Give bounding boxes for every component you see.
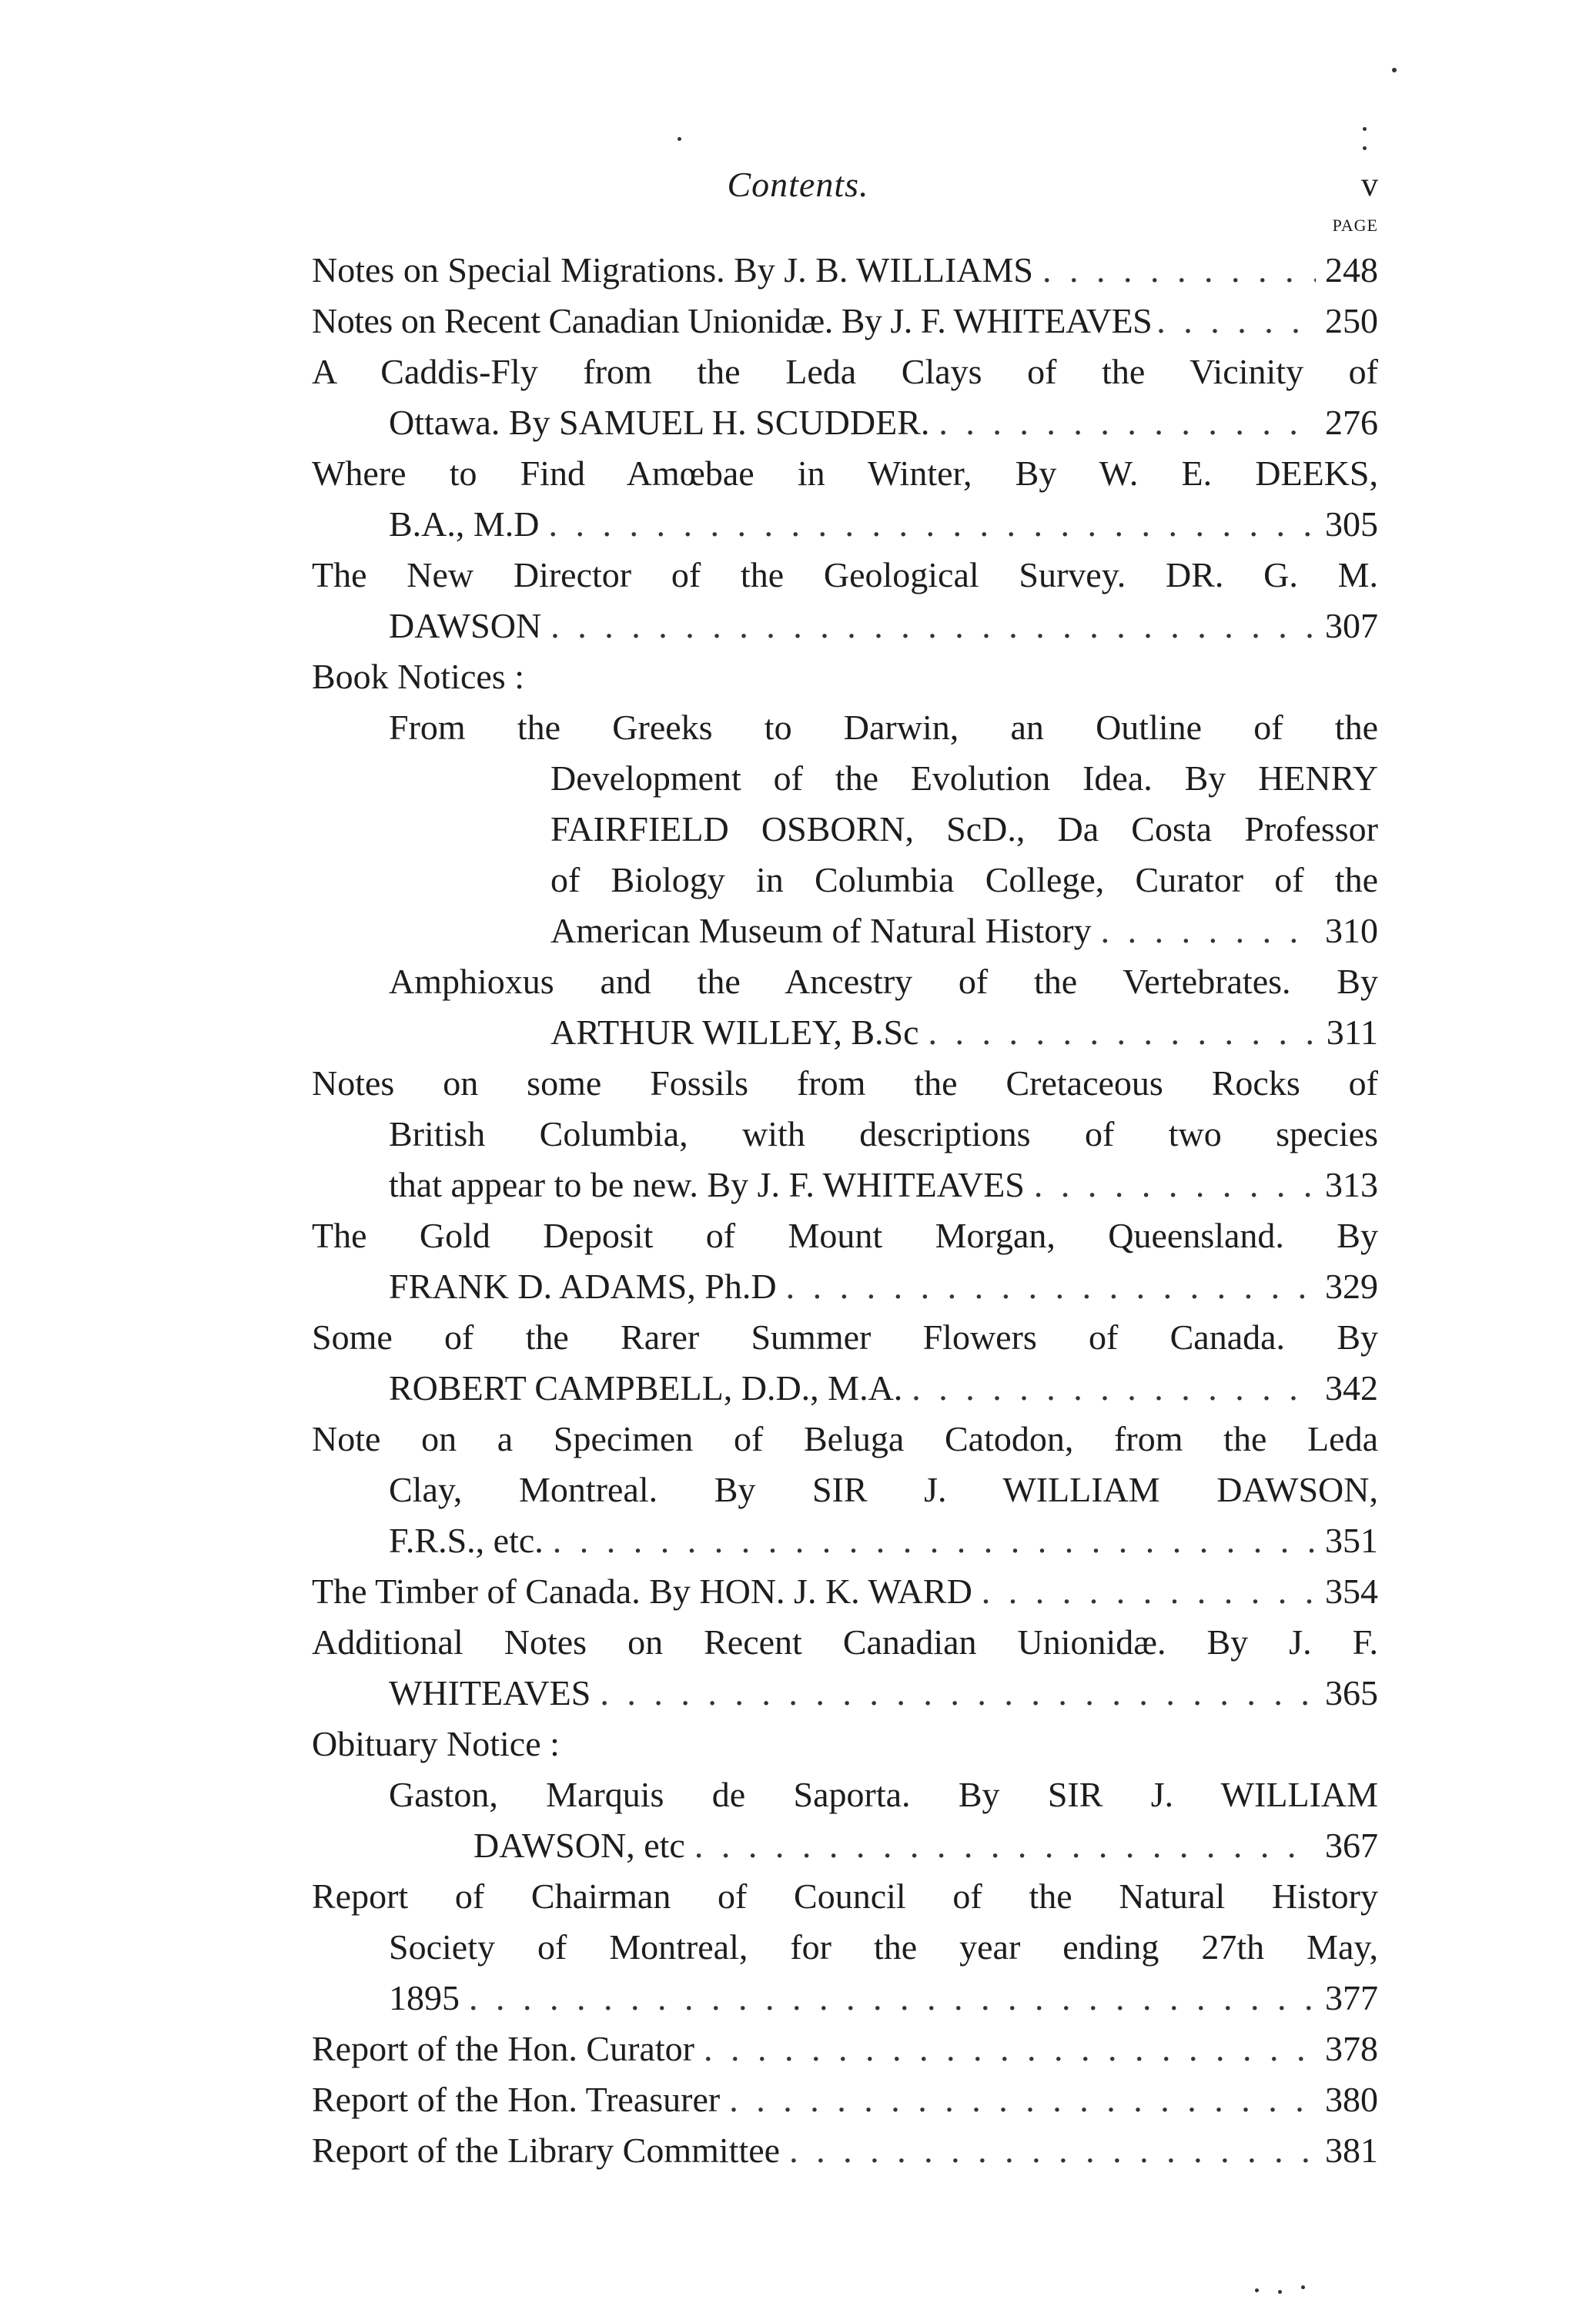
- toc-line: [312, 956, 1378, 1007]
- entry-title: The Timber of Canada. By HON. J. K. WARD: [312, 1572, 972, 1611]
- toc-line: [312, 1515, 1378, 1566]
- dot-leader: [549, 499, 1316, 550]
- entry-title-cont: Clay, Montreal. By SIR J. WILLIAM DAWSON,: [389, 1470, 1378, 1509]
- entry-title: The Gold Deposit of Mount Morgan, Queensland. By: [312, 1216, 1378, 1255]
- toc-entry: [312, 2024, 1378, 2074]
- dot-leader: [600, 1668, 1316, 1719]
- page-ref: 367: [1325, 1826, 1378, 1865]
- entry-title-cont: B.A., M.D: [389, 504, 540, 544]
- toc-entry: [312, 296, 1378, 346]
- toc-entry: [312, 1566, 1378, 1617]
- entry-title: Notes on Recent Canadian Unionidæ. By J. F. WHITEAVES: [312, 301, 1153, 340]
- entry-title: Amphioxus and the Ancestry of the Vertebrates. By: [389, 962, 1378, 1001]
- toc-line: [312, 1719, 1378, 1769]
- entry-title: Where to Find Amœbae in Winter, By W. E. DEEKS,: [312, 454, 1378, 493]
- toc-entry: [312, 1769, 1378, 1871]
- toc-entry: [312, 956, 1378, 1058]
- entry-title-cont: DAWSON, etc: [473, 1826, 685, 1865]
- dot-leader: [729, 2074, 1316, 2125]
- entry-title: Additional Notes on Recent Canadian Unionidæ. By J. F.: [312, 1622, 1378, 1662]
- toc-line: [312, 2024, 1378, 2074]
- toc-entry: [312, 245, 1378, 296]
- toc-line: [312, 245, 1378, 296]
- toc-line: [312, 1769, 1378, 1820]
- toc-entry: [312, 1312, 1378, 1414]
- entry-title-cont: FRANK D. ADAMS, Ph.D: [389, 1267, 777, 1306]
- entry-title-cont: Development of the Evolution Idea. By HENRY: [550, 758, 1378, 798]
- speck: [1278, 2290, 1282, 2294]
- toc-line: [312, 1312, 1378, 1363]
- toc-line: [312, 499, 1378, 550]
- toc-line: [312, 1922, 1378, 1973]
- toc-line: [312, 346, 1378, 397]
- page-ref: 380: [1325, 2080, 1378, 2119]
- page-ref: 310: [1325, 911, 1378, 950]
- toc-line: [312, 1465, 1378, 1515]
- speck: [1255, 2288, 1259, 2292]
- entry-title-cont: ARTHUR WILLEY, B.Sc: [550, 1013, 919, 1052]
- toc-line: [312, 1414, 1378, 1465]
- page-ref: 381: [1325, 2131, 1378, 2170]
- page-ref: 354: [1325, 1572, 1378, 1611]
- toc-line: [312, 1058, 1378, 1109]
- entry-title-cont: WHITEAVES: [389, 1673, 591, 1712]
- page-title: Contents.: [727, 165, 869, 204]
- dot-leader: [1156, 296, 1320, 346]
- toc-line: [312, 1109, 1378, 1160]
- toc-line: [312, 1566, 1378, 1617]
- entry-title: Report of the Hon. Curator: [312, 2029, 694, 2068]
- page-ref: 378: [1325, 2029, 1378, 2068]
- dot-leader: [550, 601, 1316, 651]
- dot-leader: [912, 1363, 1316, 1414]
- section-heading: Obituary Notice :: [312, 1724, 560, 1763]
- entry-title: The New Director of the Geological Survey. DR. G. M.: [312, 555, 1378, 594]
- toc-entry: [312, 550, 1378, 651]
- toc-line: [312, 1007, 1378, 1058]
- toc-line: [312, 1871, 1378, 1922]
- entry-title: From the Greeks to Darwin, an Outline of the: [389, 708, 1378, 747]
- dot-leader: [1034, 1160, 1316, 1210]
- toc-entry: [312, 702, 1378, 956]
- page-column-label: PAGE: [1332, 216, 1378, 235]
- dot-leader: [982, 1566, 1316, 1617]
- page-ref: 365: [1325, 1673, 1378, 1712]
- entry-title: Note on a Specimen of Beluga Catodon, from the Leda: [312, 1419, 1378, 1458]
- toc-line: [312, 702, 1378, 753]
- toc-entry: [312, 1871, 1378, 2024]
- toc-entry: [312, 1058, 1378, 1210]
- speck: [1301, 2285, 1305, 2289]
- dot-leader: [928, 1007, 1317, 1058]
- page-number: v: [1361, 166, 1378, 203]
- entry-title: Notes on Special Migrations. By J. B. WILLIAMS: [312, 250, 1033, 290]
- running-head: [0, 162, 1596, 208]
- page-ref: 276: [1325, 403, 1378, 442]
- toc-line: [312, 2074, 1378, 2125]
- toc-line: [312, 1210, 1378, 1261]
- speck: [1363, 146, 1367, 150]
- dot-leader: [1101, 906, 1316, 956]
- entry-title-cont: DAWSON: [389, 606, 542, 645]
- toc-line: [312, 1261, 1378, 1312]
- toc-line: [312, 1973, 1378, 2024]
- page-ref: 377: [1325, 1978, 1378, 2017]
- page-ref: 307: [1325, 606, 1378, 645]
- entry-title-cont: 1895: [389, 1978, 460, 2017]
- page-ref: 342: [1325, 1368, 1378, 1408]
- toc-line: [312, 651, 1378, 702]
- entry-title: Some of the Rarer Summer Flowers of Canada. By: [312, 1317, 1378, 1357]
- dot-leader: [553, 1515, 1316, 1566]
- page-ref: 248: [1325, 250, 1378, 290]
- page-ref: 305: [1325, 504, 1378, 544]
- toc-line: [312, 753, 1378, 804]
- toc-line: [312, 550, 1378, 601]
- section-heading: Book Notices :: [312, 657, 524, 696]
- toc-line: [312, 1363, 1378, 1414]
- entry-title-cont: that appear to be new. By J. F. WHITEAVES: [389, 1165, 1025, 1204]
- entry-title: Notes on some Fossils from the Cretaceous Rocks of: [312, 1063, 1378, 1103]
- toc-entry: [312, 2125, 1378, 2176]
- toc-line: [312, 906, 1378, 956]
- dot-leader: [786, 1261, 1316, 1312]
- entry-title-cont: FAIRFIELD OSBORN, ScD., Da Costa Professor: [550, 809, 1378, 849]
- entry-title: A Caddis-Fly from the Leda Clays of the Vicinity of: [312, 352, 1378, 391]
- entry-title-cont: Society of Montreal, for the year ending 27th May,: [389, 1927, 1378, 1967]
- page-ref: 329: [1325, 1267, 1378, 1306]
- toc-line: [312, 1160, 1378, 1210]
- toc-entry: [312, 1414, 1378, 1566]
- toc-line: [312, 1820, 1378, 1871]
- speck: [678, 137, 681, 141]
- toc-section-heading: [312, 651, 1378, 702]
- dot-leader: [939, 397, 1316, 448]
- dot-leader: [469, 1973, 1316, 2024]
- toc-line: [312, 1668, 1378, 1719]
- toc-entry: [312, 1210, 1378, 1312]
- toc-entry: [312, 448, 1378, 550]
- toc-line: [312, 855, 1378, 906]
- entry-title-cont: F.R.S., etc.: [389, 1521, 544, 1560]
- toc-line: [312, 397, 1378, 448]
- toc-entry: [312, 1617, 1378, 1719]
- toc-line: [312, 296, 1378, 346]
- toc-line: [312, 448, 1378, 499]
- page-ref: 313: [1325, 1165, 1378, 1204]
- entry-title-cont: Ottawa. By SAMUEL H. SCUDDER.: [389, 403, 930, 442]
- entry-title: Report of the Hon. Treasurer: [312, 2080, 721, 2119]
- page-ref: 250: [1325, 301, 1378, 340]
- dot-leader: [789, 2125, 1316, 2176]
- entry-title-cont: of Biology in Columbia College, Curator of the: [550, 860, 1378, 899]
- speck: [1363, 127, 1367, 131]
- entry-title: Gaston, Marquis de Saporta. By SIR J. WILLIAM: [389, 1775, 1378, 1814]
- page-ref: 351: [1325, 1521, 1378, 1560]
- dot-leader: [1042, 245, 1316, 296]
- entry-title-cont: ROBERT CAMPBELL, D.D., M.A.: [389, 1368, 903, 1408]
- toc-line: [312, 804, 1378, 855]
- table-of-contents: [312, 245, 1378, 2176]
- page-ref: 311: [1326, 1013, 1378, 1052]
- speck: [1392, 68, 1397, 72]
- entry-title: Report of Chairman of Council of the Natural History: [312, 1876, 1378, 1916]
- dot-leader: [694, 1820, 1316, 1871]
- toc-section-heading: [312, 1719, 1378, 1769]
- entry-title: Report of the Library Committee: [312, 2131, 781, 2170]
- entry-title-cont: American Museum of Natural History: [550, 911, 1092, 950]
- toc-entry: [312, 346, 1378, 448]
- toc-line: [312, 1617, 1378, 1668]
- toc-entry: [312, 2074, 1378, 2125]
- toc-line: [312, 2125, 1378, 2176]
- dot-leader: [704, 2024, 1316, 2074]
- toc-line: [312, 601, 1378, 651]
- entry-title-cont: British Columbia, with descriptions of two species: [389, 1114, 1378, 1153]
